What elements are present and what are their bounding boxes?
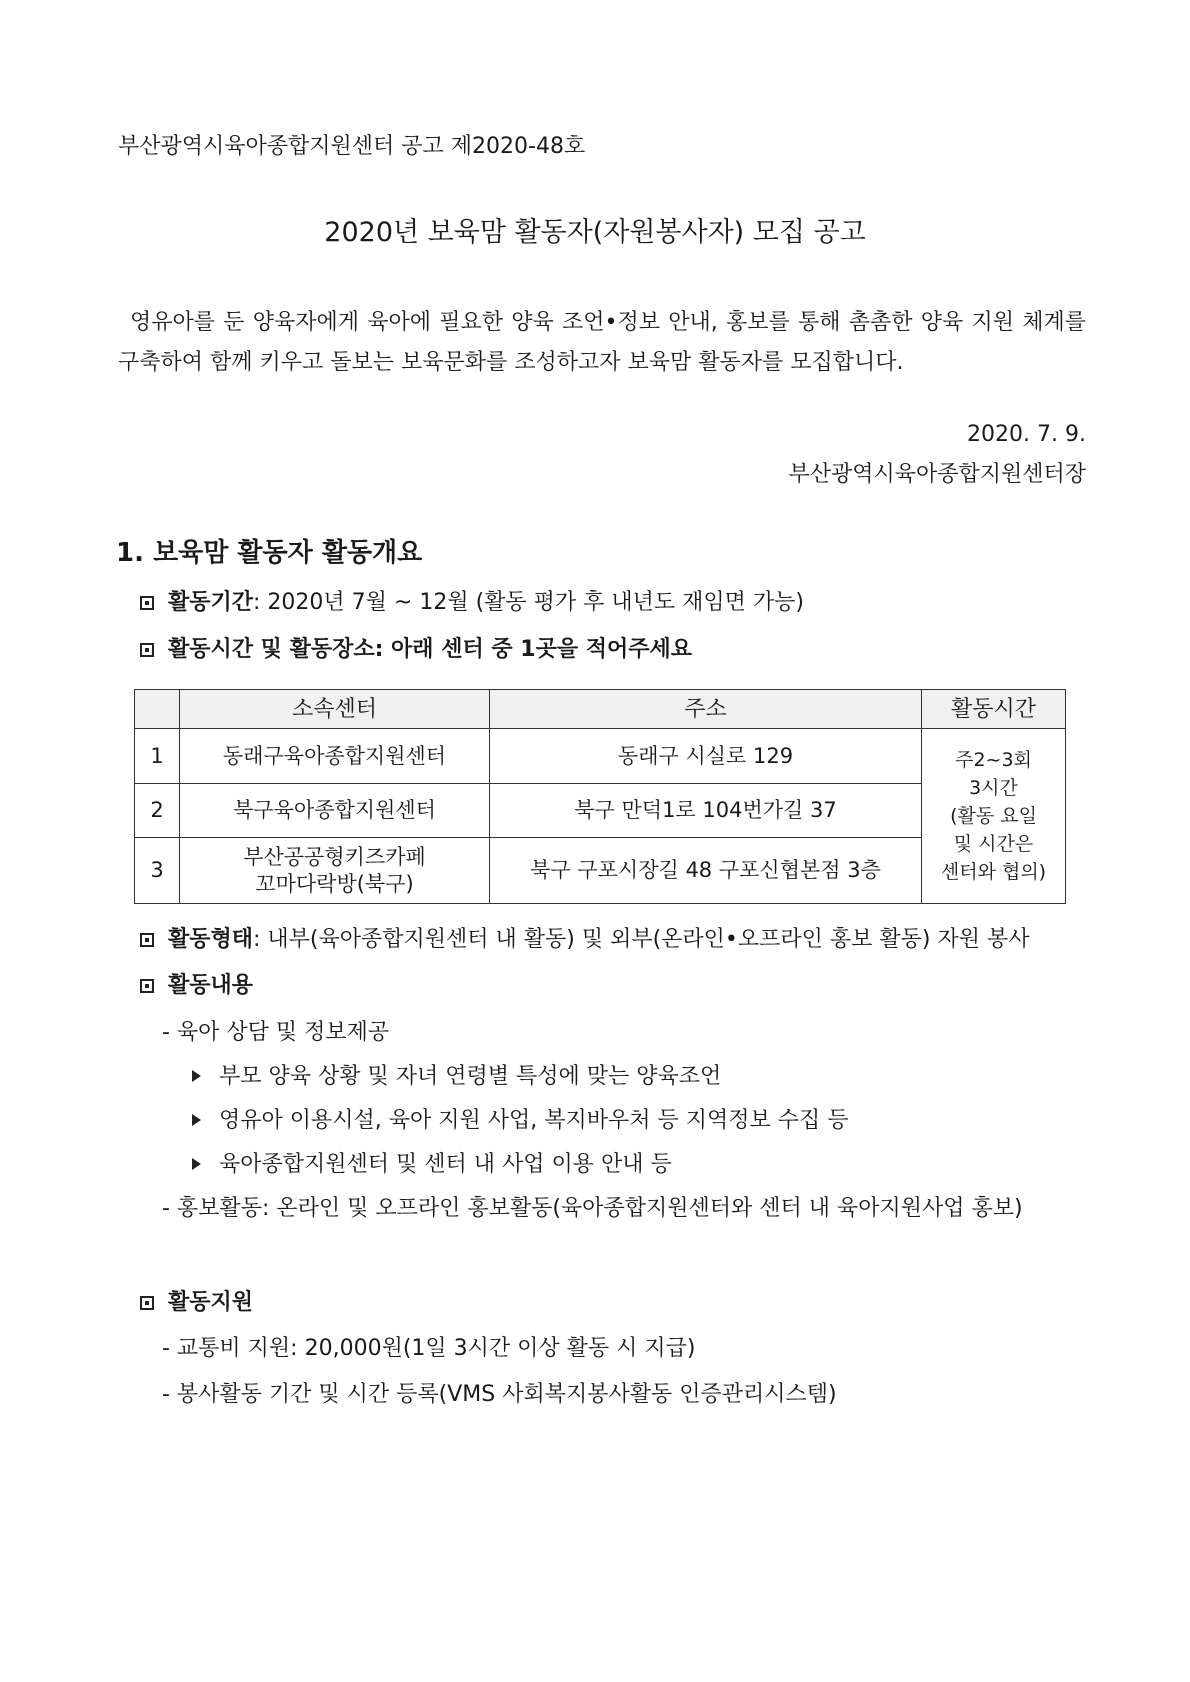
- content-item: - 홍보활동: 온라인 및 오프라인 홍보활동(육아종합지원센터와 센터 내 육아지원사업 홍보): [162, 1196, 1023, 1221]
- time-line: (활동 요일: [950, 805, 1037, 827]
- triangle-bullet-icon: [192, 1114, 201, 1126]
- content-label: 활동내용: [168, 973, 254, 998]
- activity-time-place: [140, 635, 692, 665]
- time-line: 주2~3회: [955, 749, 1032, 771]
- activity-content-heading: [140, 971, 253, 1001]
- time-line: 3시간: [969, 777, 1018, 799]
- support-label: 활동지원: [168, 1290, 254, 1315]
- row-center: 동래구육아종합지원센터: [180, 729, 490, 784]
- header-address: 주소: [490, 690, 922, 729]
- row-number: 3: [135, 838, 180, 904]
- period-value: : 2020년 7월 ~ 12월 (활동 평가 후 내년도 재임면 가능): [253, 590, 804, 615]
- time-place-label: 활동시간 및 활동장소: 아래 센터 중 1곳을 적어주세요: [168, 637, 693, 662]
- time-line: 및 시간은: [953, 833, 1034, 855]
- announcement-date: 2020. 7. 9.: [967, 422, 1086, 447]
- content-subitem: 부모 양육 상황 및 자녀 연령별 특성에 맞는 양육조언: [192, 1062, 721, 1092]
- time-line: 센터와 협의): [940, 861, 1047, 883]
- row-address: 북구 만덕1로 104번가길 37: [490, 784, 922, 838]
- header-time: 활동시간: [922, 690, 1066, 729]
- notice-number: 부산광역시육아종합지원센터 공고 제2020-48호: [118, 134, 586, 159]
- header-number: [135, 690, 180, 729]
- triangle-bullet-icon: [192, 1070, 201, 1082]
- activity-support-heading: [140, 1288, 253, 1318]
- row-center: 북구육아종합지원센터: [180, 784, 490, 838]
- period-label: 활동기간: [168, 590, 254, 615]
- section-heading: 1. 보육맘 활동자 활동개요: [116, 538, 423, 568]
- table-row: [135, 729, 1066, 784]
- activity-time-cell: [922, 729, 1066, 904]
- activity-form: [140, 925, 1030, 955]
- support-item: - 교통비 지원: 20,000원(1일 3시간 이상 활동 시 지급): [162, 1336, 696, 1361]
- square-bullet-icon: [140, 1296, 154, 1310]
- center-table: [134, 689, 1066, 904]
- intro-paragraph: 영유아를 둔 양육자에게 육아에 필요한 양육 조언•정보 안내, 홍보를 통해 촘촘한 양육 지원 체계를 구축하여 함께 키우고 돌보는 보육문화를 조성하고자 보육맘 활동자를 모집합니다.: [118, 310, 1086, 375]
- square-bullet-icon: [140, 933, 154, 947]
- content-subitem: 육아종합지원센터 및 센터 내 사업 이용 안내 등: [192, 1150, 672, 1180]
- square-bullet-icon: [140, 596, 154, 610]
- header-center: 소속센터: [180, 690, 490, 729]
- center-line: 부산공공형키즈카페: [243, 844, 426, 869]
- form-value: : 내부(육아종합지원센터 내 활동) 및 외부(온라인•오프라인 홍보 활동) 자원 봉사: [253, 927, 1030, 952]
- row-number: 1: [135, 729, 180, 784]
- row-center: [180, 838, 490, 904]
- content-item: - 육아 상담 및 정보제공: [162, 1020, 390, 1045]
- square-bullet-icon: [140, 979, 154, 993]
- issuer-name: 부산광역시육아종합지원센터장: [788, 462, 1086, 487]
- triangle-bullet-icon: [192, 1158, 201, 1170]
- table-header-row: [135, 690, 1066, 729]
- support-item: - 봉사활동 기간 및 시간 등록(VMS 사회복지봉사활동 인증관리시스템): [162, 1382, 837, 1407]
- form-label: 활동형태: [168, 927, 254, 952]
- activity-period: [140, 588, 804, 618]
- row-address: 동래구 시실로 129: [490, 729, 922, 784]
- square-bullet-icon: [140, 643, 154, 657]
- row-number: 2: [135, 784, 180, 838]
- content-subitem: 영유아 이용시설, 육아 지원 사업, 복지바우처 등 지역정보 수집 등: [192, 1106, 848, 1136]
- row-address: 북구 구포시장길 48 구포신협본점 3층: [490, 838, 922, 904]
- center-line: 꼬마다락방(북구): [255, 871, 414, 896]
- document-title: 2020년 보육맘 활동자(자원봉사자) 모집 공고: [324, 217, 866, 248]
